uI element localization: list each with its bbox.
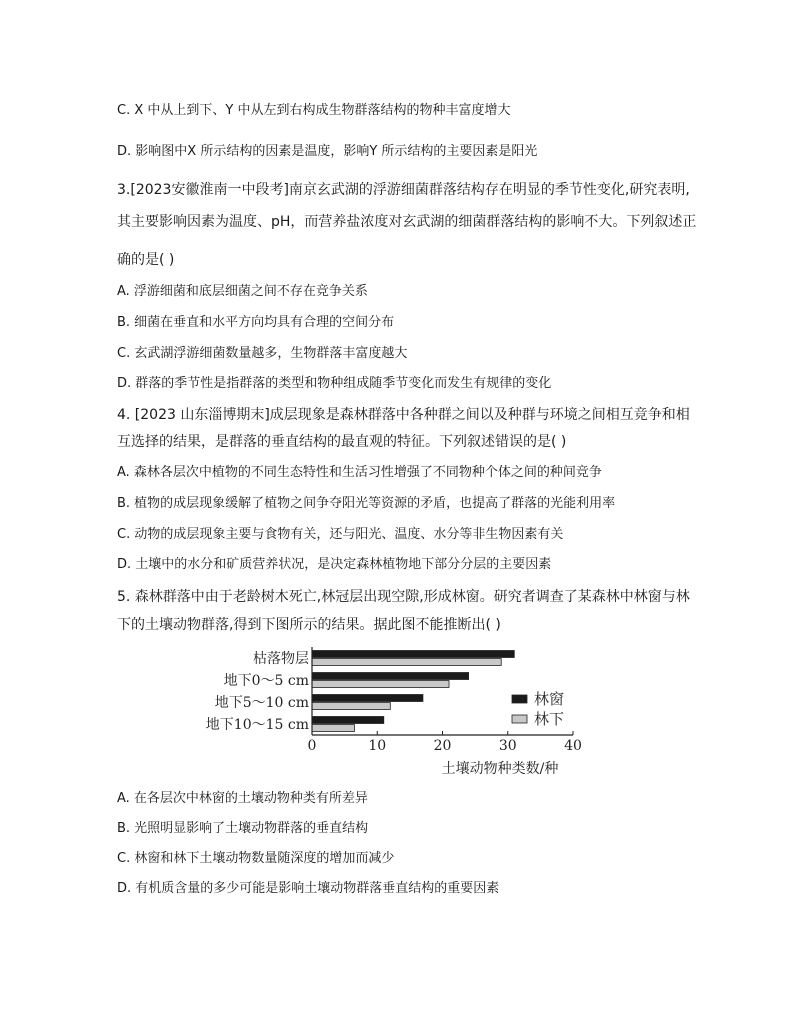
x-tick-label-4: 40 — [564, 738, 582, 754]
q3-option-b: B. 细菌在垂直和水平方向均具有合理的空间分布 — [117, 315, 395, 330]
q5-option-c: C. 林窗和林下土壤动物数量随深度的增加而减少 — [117, 851, 395, 866]
q5-option-b: B. 光照明显影响了土壤动物群落的垂直结构 — [117, 821, 369, 836]
q4-option-c: C. 动物的成层现象主要与食物有关，还与阳光、温度、水分等非生物因素有关 — [117, 527, 564, 542]
q3-option-a: A. 浮游细菌和底层细菌之间不存在竞争关系 — [117, 284, 368, 299]
bar-gap-1 — [312, 673, 469, 680]
x-tick-label-0: 0 — [307, 738, 317, 754]
prev-option-c: C. X 中从上到下、Y 中从左到右构成生物群落结构的物种丰富度增大 — [117, 103, 511, 118]
category-label-0: 枯落物层 — [253, 651, 309, 667]
q4-stem-line2: 互选择的结果，是群落的垂直结构的最直观的特征。下列叙述错误的是( ) — [117, 434, 567, 450]
q3-option-c: C. 玄武湖浮游细菌数量越多，生物群落丰富度越大 — [117, 346, 408, 361]
q3-option-d: D. 群落的季节性是指群落的类型和物种组成随季节变化而发生有规律的变化 — [117, 376, 552, 391]
legend-label-0: 林窗 — [534, 690, 565, 708]
category-label-2: 地下5～10 cm — [214, 695, 309, 711]
q3-stem-line2: 其主要影响因素为温度、pH，而营养盐浓度对玄武湖的细菌群落结构的影响不大。下列叙述正 — [117, 214, 697, 230]
q3-stem-line3: 确的是( ) — [117, 252, 175, 268]
category-label-1: 地下0～5 cm — [223, 673, 309, 689]
q5-stem-line2: 下的土壤动物群落,得到下图所示的结果。据此图不能推断出( ) — [117, 617, 501, 633]
q5-option-a: A. 在各层次中林窗的土壤动物种类有所差异 — [117, 791, 368, 806]
legend-label-1: 林下 — [534, 710, 565, 728]
q4-option-a: A. 森林各层次中植物的不同生态特性和生活习性增强了不同物种个体之间的种间竞争 — [117, 465, 602, 480]
bar-gap-3 — [312, 717, 384, 724]
q5-stem-line1: 5. 森林群落中由于老龄树木死亡,林冠层出现空隙,形成林窗。研究者调查了某森林中林窗与林 — [117, 589, 690, 605]
q3-stem-line1: 3.[2023安徽淮南一中段考]南京玄武湖的浮游细菌群落结构存在明显的季节性变化,研究表明, — [117, 182, 690, 198]
soil-fauna-bar-chart — [195, 643, 615, 783]
legend-swatch-0 — [512, 695, 527, 703]
category-label-3: 地下10～15 cm — [205, 717, 309, 733]
bar-understory-1 — [312, 681, 449, 688]
q4-option-d: D. 土壤中的水分和矿质营养状况，是决定森林植物地下部分分层的主要因素 — [117, 557, 552, 572]
q5-option-d: D. 有机质含量的多少可能是影响土壤动物群落垂直结构的重要因素 — [117, 881, 500, 896]
bar-understory-2 — [312, 703, 390, 710]
x-tick-label-2: 20 — [433, 738, 452, 754]
legend-swatch-1 — [512, 715, 527, 723]
q4-stem-line1: 4. [2023 山东淄博期末]成层现象是森林群落中各种群之间以及种群与环境之间相互竞争和相 — [117, 407, 690, 423]
x-tick-label-3: 30 — [498, 738, 517, 754]
bar-understory-0 — [312, 659, 501, 666]
bar-gap-0 — [312, 651, 514, 658]
x-tick-label-1: 10 — [368, 738, 387, 754]
bar-understory-3 — [312, 725, 354, 732]
q4-option-b: B. 植物的成层现象缓解了植物之间争夺阳光等资源的矛盾，也提高了群落的光能利用率 — [117, 496, 616, 511]
bar-gap-2 — [312, 695, 423, 702]
prev-option-d: D. 影响图中X 所示结构的因素是温度，影响Y 所示结构的主要因素是阳光 — [117, 144, 538, 159]
x-axis-label: 土壤动物种类数/种 — [441, 761, 559, 777]
